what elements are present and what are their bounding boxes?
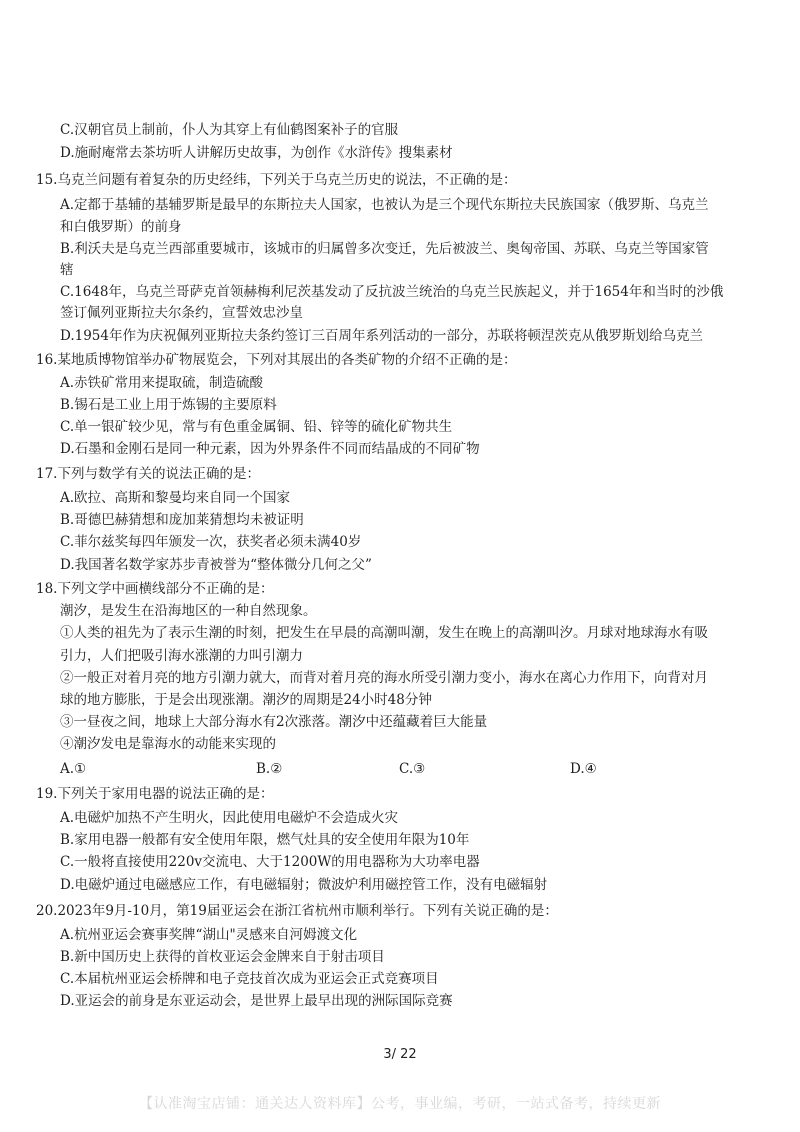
passage-line: ③一昼夜之间，地球上大部分海水有2次涨落。潮汐中还蕴藏着巨大能量 bbox=[60, 714, 488, 730]
option-c: C.单一银矿较少见，常与有色重金属铜、铅、锌等的硫化矿物共生 bbox=[60, 419, 453, 435]
option-a: A.杭州亚运会赛事奖牌“湖山"灵感来自河姆渡文化 bbox=[60, 927, 358, 943]
option-b: B.新中国历史上获得的首枚亚运会金牌来自于射击项目 bbox=[60, 949, 385, 965]
question-stem: 18.下列文学中画横线部分不正确的是： bbox=[36, 581, 274, 597]
question-stem: 17.下列与数学有关的说法正确的是： bbox=[36, 466, 260, 482]
option-line: 辖 bbox=[60, 262, 74, 278]
option-line: C.1648年，乌克兰哥萨克首领赫梅利尼茨基发动了反抗波兰统治的乌克兰民族起义，并于1654年和当时的沙俄 bbox=[60, 284, 724, 300]
option-line: 签订佩列亚斯拉夫尔条约，宣誓效忠沙皇 bbox=[60, 305, 303, 321]
footer-watermark: 【认准淘宝店铺：通关达人资料库】公考，事业编，考研，一站式备考，持续更新 bbox=[139, 1096, 661, 1112]
passage-line: 球的地方膨胀，于是会出现涨潮。潮汐的周期是24小时48分钟 bbox=[60, 692, 432, 708]
option-b: B.家用电器一般都有安全使用年限，燃气灶具的安全使用年限为10年 bbox=[60, 832, 470, 848]
page-number: 3/ 22 bbox=[383, 1047, 417, 1062]
question-stem: 16.某地质博物馆举办矿物展览会，下列对其展出的各类矿物的介绍不正确的是： bbox=[36, 352, 517, 368]
option-c: C.一般将直接使用220v交流电、大于1200W的用电器称为大功率电器 bbox=[60, 854, 480, 870]
option-a: A.电磁炉加热不产生明火，因此使用电磁炉不会造成火灾 bbox=[60, 810, 399, 826]
option-a: A.欧拉、高斯和黎曼均来自同一个国家 bbox=[60, 490, 291, 506]
option-c: C.本届杭州亚运会桥牌和电子竞技首次成为亚运会正式竞赛项目 bbox=[60, 971, 439, 987]
passage-line: 引力，人们把吸引海水涨潮的力叫引潮力 bbox=[60, 648, 303, 664]
option-d: D.我国著名数学家苏步青被誉为“整体微分几何之父” bbox=[60, 557, 372, 573]
option-d: D.施耐庵常去茶坊听人讲解历史故事，为创作《水浒传》搜集素材 bbox=[60, 145, 453, 161]
option-line: D.1954年作为庆祝佩列亚斯拉夫条约签订三百周年系列活动的一部分，苏联将顿涅茨克从俄罗斯划给乌克兰 bbox=[60, 328, 703, 344]
passage-line: ④潮汐发电是靠海水的动能来实现的 bbox=[60, 736, 276, 752]
option-line: B.利沃夫是乌克兰西部重要城市，该城市的归属曾多次变迁，先后被波兰、奥匈帝国、苏联、乌克兰等国家管 bbox=[60, 241, 709, 257]
option-b: B.锡石是工业上用于炼锡的主要原料 bbox=[60, 397, 277, 413]
passage-line: ②一般正对着月亮的地方引潮力就大，而背对着月亮的海水所受引潮力变小，海水在离心力作用下，向背对月 bbox=[60, 670, 708, 686]
option-c: C.菲尔兹奖每四年颁发一次，获奖者必须未满40岁 bbox=[60, 534, 362, 550]
passage-line: 潮汐，是发生在沿海地区的一种自然现象。 bbox=[60, 603, 317, 619]
option-d: D.亚运会的前身是东亚运动会，是世界上最早出现的洲际国际竞赛 bbox=[60, 993, 453, 1009]
option-c: C.③ bbox=[399, 761, 426, 777]
question-stem: 15.乌克兰问题有着复杂的历史经纬，下列关于乌克兰历史的说法，不正确的是： bbox=[36, 172, 517, 188]
passage-line: ①人类的祖先为了表示生潮的时刻，把发生在早晨的高潮叫潮，发生在晚上的高潮叫汐。月球对地球海水有吸 bbox=[60, 625, 708, 641]
option-d: D.电磁炉通过电磁感应工作，有电磁辐射；微波炉利用磁控管工作，没有电磁辐射 bbox=[60, 877, 548, 893]
question-stem: 19.下列关于家用电器的说法正确的是： bbox=[36, 786, 274, 802]
option-a: A.① bbox=[60, 761, 87, 777]
option-a: A.赤铁矿常用来提取硫，制造硫酸 bbox=[60, 375, 264, 391]
option-line: A.定都于基辅的基辅罗斯是最早的东斯拉夫人国家，也被认为是三个现代东斯拉夫民族国家（俄罗斯、乌克兰 bbox=[60, 197, 709, 213]
option-d: D.④ bbox=[570, 761, 597, 777]
question-stem: 20.2023年9月-10月，第19届亚运会在浙江省杭州市顺利举行。下列有关说正确的是： bbox=[36, 903, 558, 919]
option-b: B.② bbox=[256, 761, 283, 777]
option-b: B.哥德巴赫猜想和庞加莱猜想均未被证明 bbox=[60, 512, 304, 528]
option-line: 和白俄罗斯）的前身 bbox=[60, 219, 182, 235]
option-d: D.石墨和金刚石是同一种元素，因为外界条件不同而结晶成的不同矿物 bbox=[60, 441, 480, 457]
option-c: C.汉朝官员上制前，仆人为其穿上有仙鹤图案补子的官服 bbox=[60, 122, 399, 138]
